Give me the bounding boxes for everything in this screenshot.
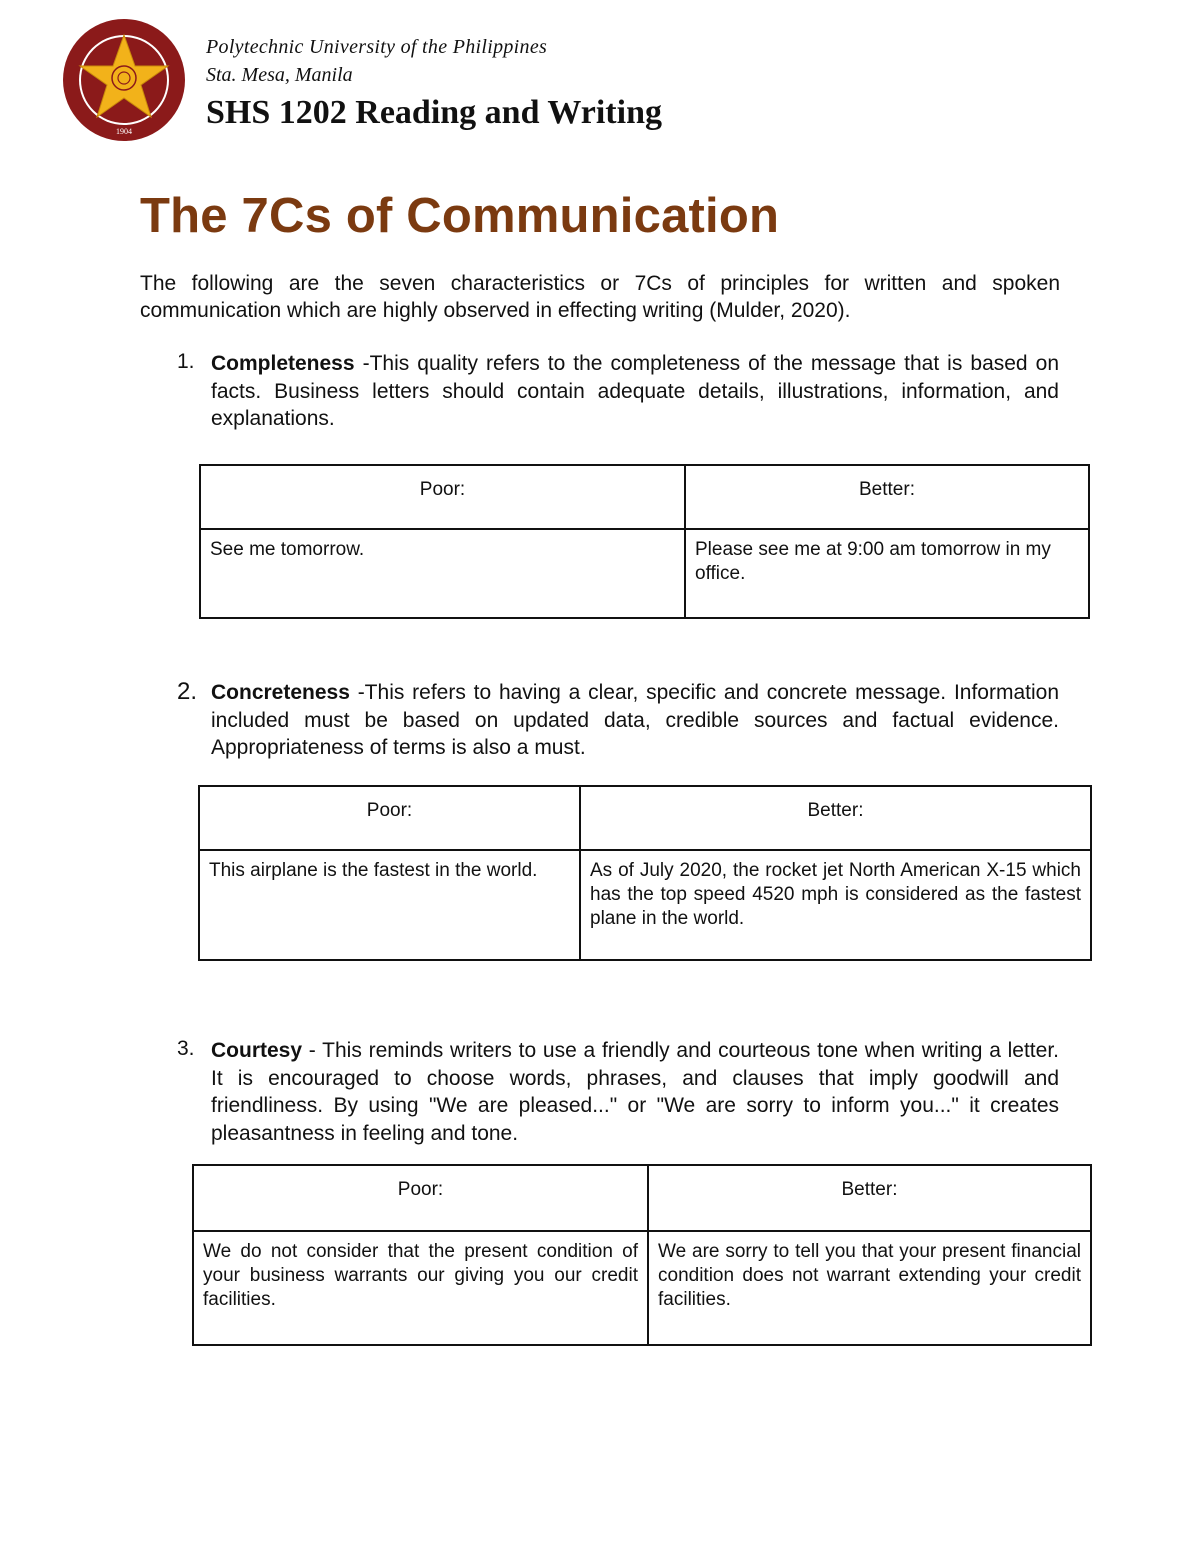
poor-header: Poor:: [193, 1165, 648, 1231]
page-title: The 7Cs of Communication: [140, 189, 780, 243]
item-description: -This quality refers to the completeness of the message that is based on facts. Business letters should contain adequate details, illustrations, information, and explanations.: [211, 352, 1059, 430]
item-description: -This refers to having a clear, specific and concrete message. Information included must be based on updated data, credible sources and factual evidence. Appropriateness of terms is also a must.: [211, 681, 1059, 759]
course-title: SHS 1202 Reading and Writing: [206, 94, 662, 131]
item-term: Concreteness: [211, 681, 350, 704]
better-header: Better:: [685, 465, 1089, 529]
university-name: Polytechnic University of the Philippines: [206, 36, 548, 58]
courtesy-table: [192, 1164, 1092, 1346]
university-location: Sta. Mesa, Manila: [206, 64, 353, 86]
item-concreteness: [211, 679, 1059, 762]
svg-text:1904: 1904: [116, 127, 132, 136]
item-term: Courtesy: [211, 1039, 303, 1062]
intro-paragraph: The following are the seven characteristics or 7Cs of principles for written and spoken communication which are highly observed in effecting writing (Mulder, 2020).: [140, 272, 1060, 322]
item-number: 2.: [177, 678, 198, 705]
better-example: Please see me at 9:00 am tomorrow in my office.: [685, 529, 1089, 618]
item-term: Completeness: [211, 352, 355, 375]
better-example: As of July 2020, the rocket jet North American X-15 which has the top speed 4520 mph is considered as the fastest plane in the world.: [580, 850, 1091, 960]
better-header: Better:: [580, 786, 1091, 850]
item-number: 1.: [177, 350, 195, 373]
better-example: We are sorry to tell you that your present financial condition does not warrant extending your credit facilities.: [648, 1231, 1091, 1345]
university-seal: [62, 18, 186, 142]
item-completeness: [211, 350, 1059, 433]
item-courtesy: [211, 1037, 1059, 1147]
poor-example: We do not consider that the present condition of your business warrants our giving you our credit facilities.: [193, 1231, 648, 1345]
poor-header: Poor:: [199, 786, 580, 850]
concreteness-table: [198, 785, 1092, 961]
better-header: Better:: [648, 1165, 1091, 1231]
completeness-table: [199, 464, 1090, 619]
item-description: - This reminds writers to use a friendly and courteous tone when writing a letter. It is encouraged to choose words, phrases, and clauses that imply goodwill and friendliness. By using "We are pleased..." or "We are sorry to inform you..." it creates pleasantness in feeling and tone.: [211, 1039, 1059, 1145]
poor-header: Poor:: [200, 465, 685, 529]
poor-example: See me tomorrow.: [200, 529, 685, 618]
poor-example: This airplane is the fastest in the world.: [199, 850, 580, 960]
item-number: 3.: [177, 1037, 195, 1060]
